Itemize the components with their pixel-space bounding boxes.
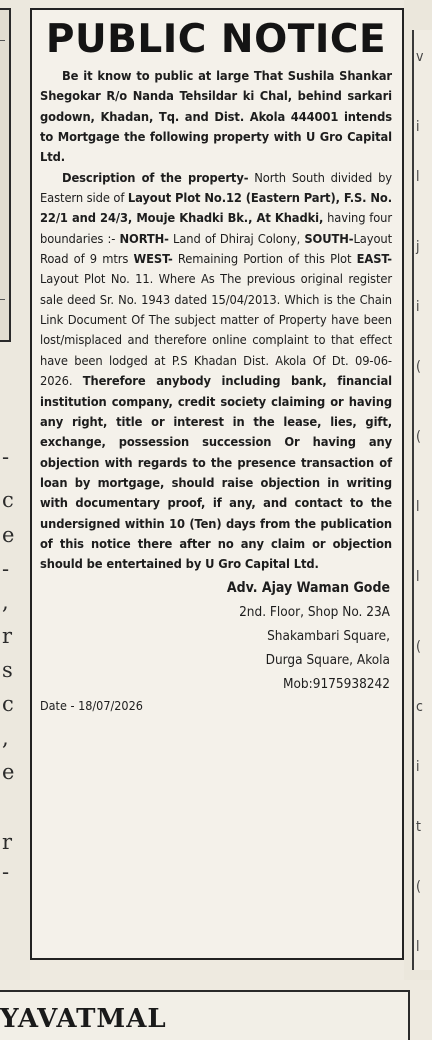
address-line: 2nd. Floor, Shop No. 23A [239, 603, 390, 620]
west-label: WEST- [133, 252, 173, 268]
right-fragment: v [416, 49, 424, 65]
right-fragment: j [416, 239, 420, 255]
advocate-name: Adv. Ajay Waman Gode [226, 579, 390, 596]
next-article-heading: YAVATMAL [0, 1004, 167, 1034]
left-fragment: , [2, 726, 9, 750]
description-label: Description of the property- [62, 170, 249, 186]
right-fragment: ( [416, 879, 421, 895]
north-boundary: Land of Dhiraj Colony, [173, 231, 301, 247]
east-boundary: Layout Plot No. 11. Where As The previous original register sale deed Sr. No. 1943 dated 15/04/2013. Which is the Chain Link Document Of The subject matter of Property have been lost/misplaced and therefore online complaint to that effect have been lodged at P.S Khadan Dist. Akola Of Dt. 09-06-2026. [40, 272, 392, 390]
right-fragment: ( [416, 429, 421, 445]
left-fragment: c [2, 488, 14, 512]
left-fragment: r [2, 624, 13, 648]
left-adjacent-column [0, 0, 30, 980]
right-fragment: l [416, 499, 420, 515]
north-label: NORTH- [119, 231, 169, 247]
left-fragment: e [2, 760, 15, 784]
right-fragment: ( [416, 639, 421, 655]
right-fragment: i [416, 299, 420, 315]
east-label: EAST- [356, 252, 392, 268]
left-fragment: - [2, 557, 10, 581]
description-text: North South divided by Eastern side of [40, 170, 392, 207]
notice-intro: Be it know to public at large That Sushila Shankar Shegokar R/o Nanda Tehsildar ki Chal, behind sarkari godown, Khadan, Tq. and Dist. Akola 444001 intends to Mortgage the following property with U Gro Capital Ltd. [40, 69, 392, 166]
right-fragment: i [416, 759, 420, 775]
left-fragment: s [2, 658, 13, 682]
notice-title: PUBLIC NOTICE [45, 17, 387, 62]
right-fragment: c [416, 699, 423, 715]
right-fragment: l [416, 569, 420, 585]
left-fragment: r [2, 830, 13, 854]
right-adjacent-column [404, 0, 432, 980]
address-line: Shakambari Square, [267, 627, 390, 644]
south-boundary: Layout Road of 9 mtrs [40, 231, 392, 268]
plot-details: Layout Plot No.12 (Eastern Part), F.S. No. 22/1 and 24/3, Mouje Khadki Bk., At Khadki, [40, 191, 392, 227]
right-adjacent-article [412, 30, 432, 970]
left-fragment: c [2, 692, 14, 716]
public-notice-box [30, 8, 404, 960]
address-line: Durga Square, Akola [265, 651, 390, 668]
notice-body [40, 67, 392, 576]
right-fragment: i [416, 119, 420, 135]
right-fragment: l [416, 169, 420, 185]
left-fragment: , [2, 590, 9, 614]
left-adjacent-ad-frame [0, 8, 11, 342]
south-label: SOUTH- [304, 231, 354, 247]
right-fragment: ( [416, 359, 421, 375]
next-article-box [0, 990, 410, 1040]
left-fragment: - [2, 445, 10, 469]
mobile-number: Mob:9175938242 [283, 675, 390, 692]
left-fragment: - [2, 860, 10, 884]
right-fragment: l [416, 939, 420, 955]
west-boundary: Remaining Portion of this Plot [177, 252, 352, 268]
objection-warning: Therefore anybody including bank, financial institution company, credit society claiming or having any right, title or interest in the lease, lies, gift, exchange, possession succession Or having any objection with regards to the presence transaction of loan by mortgage, should raise objection in writing with documentary proof, if any, and contact to the undersigned within 10 (Ten) days from the publication of this notice there after no any claim or objection should be entertained by U Gro Capital Ltd. [40, 374, 392, 573]
right-fragment: t [416, 819, 421, 835]
property-description [40, 169, 392, 576]
notice-date: Date - 18/07/2026 [40, 697, 143, 713]
signature-block [40, 576, 392, 746]
boundaries-intro: having four boundaries :- [40, 211, 392, 247]
advocate-address [239, 600, 390, 696]
left-fragment: e [2, 523, 15, 547]
